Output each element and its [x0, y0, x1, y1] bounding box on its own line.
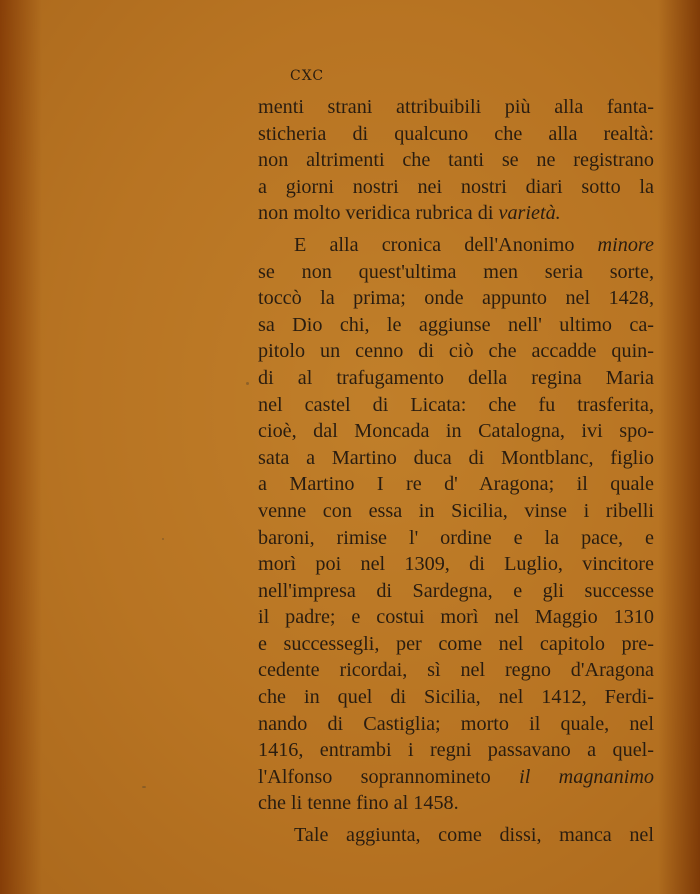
text-line	[258, 232, 654, 259]
italic-text: il magnanimo	[519, 765, 654, 788]
text-line: a Martino I re d' Aragona; il quale	[258, 473, 654, 496]
text-run: non molto veridica rubrica di	[258, 202, 499, 225]
body-text	[258, 94, 654, 849]
paragraph	[258, 94, 654, 227]
text-line: che in quel di Sicilia, nel 1412, Ferdi-	[258, 686, 654, 709]
text-line: pitolo un cenno di ciò che accadde quin-	[258, 340, 654, 363]
text-line: nell'impresa di Sardegna, e gli successe	[258, 579, 654, 602]
text-run: E alla cronica dell'Anonimo	[294, 233, 598, 256]
text-line: venne con essa in Sicilia, vinse i ribelli	[258, 499, 654, 522]
text-line: baroni, rimise l' ordine e la pace, e	[258, 526, 654, 549]
text-line: cioè, dal Moncada in Catalogna, ivi spo-	[258, 420, 654, 443]
text-line: il padre; e costui morì nel Maggio 1310	[258, 606, 654, 629]
text-line: toccò la prima; onde appunto nel 1428,	[258, 287, 654, 310]
text-line	[258, 764, 654, 791]
text-line: di al trafugamento della regina Maria	[258, 366, 654, 389]
paragraph	[258, 232, 654, 817]
paper-speck	[162, 538, 164, 540]
text-line: nel castel di Licata: che fu trasferita,	[258, 393, 654, 416]
text-line: cedente ricordai, sì nel regno d'Aragona	[258, 659, 654, 682]
text-line: menti strani attribuibili più alla fanta-	[258, 96, 654, 118]
book-page	[258, 66, 654, 849]
paper-speck	[246, 382, 249, 385]
text-line	[258, 200, 654, 227]
text-line: sata a Martino duca di Montblanc, figlio	[258, 446, 654, 469]
page-number: CXC	[290, 68, 325, 84]
paragraph	[258, 822, 654, 849]
text-run: l'Alfonso soprannomineto	[258, 765, 520, 788]
text-line: morì poi nel 1309, di Luglio, vincitore	[258, 553, 654, 576]
text-line: 1416, entrambi i regni passavano a quel-	[258, 739, 654, 762]
text-line: e successegli, per come nel capitolo pre-	[258, 632, 654, 655]
text-line: nando di Castiglia; morto il quale, nel	[258, 712, 654, 735]
text-line: a giorni nostri nei nostri diari sotto la	[258, 175, 654, 198]
text-line: non altrimenti che tanti se ne registrano	[258, 149, 654, 172]
text-line: che li tenne fino al 1458.	[258, 792, 459, 815]
text-line: sa Dio chi, le aggiunse nell' ultimo ca-	[258, 313, 654, 336]
text-line: Tale aggiunta, come dissi, manca nel	[294, 824, 654, 847]
paper-speck	[142, 786, 146, 788]
italic-text: varietà.	[498, 202, 561, 225]
italic-text: minore	[597, 233, 654, 256]
text-line: sticheria di qualcuno che alla realtà:	[258, 122, 654, 145]
text-line: se non quest'ultima men seria sorte,	[258, 260, 654, 283]
